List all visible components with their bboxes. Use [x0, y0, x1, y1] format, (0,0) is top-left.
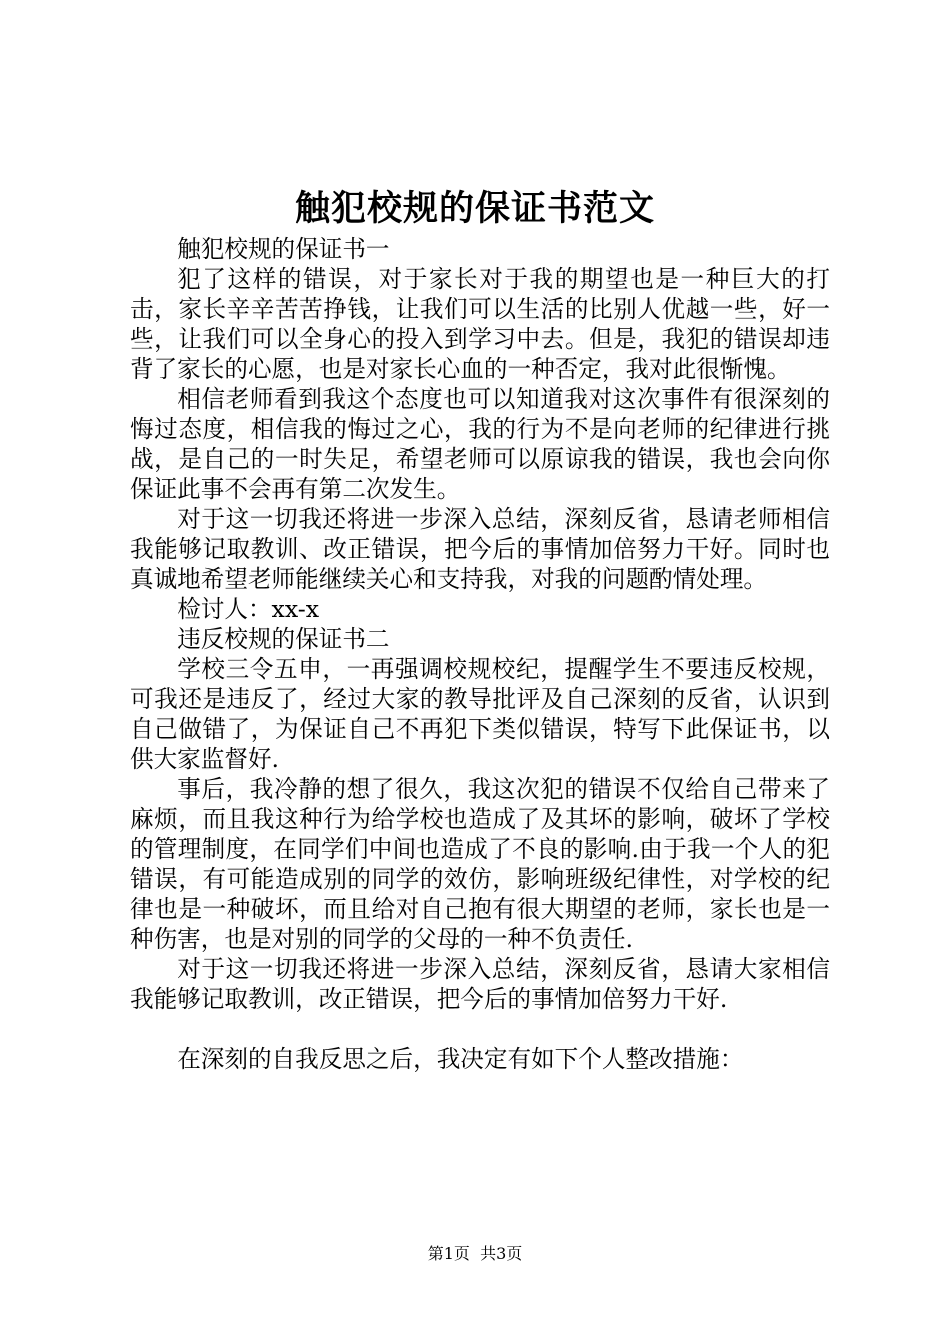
paragraph: 对于这一切我还将进一步深入总结，深刻反省，恳请老师相信我能够记取教训、改正错误，把今后的事情加倍努力干好。同时也真诚地希望老师能继续关心和支持我，对我的问题酌情处理。 [130, 505, 830, 593]
document-title: 触犯校规的保证书范文 [294, 188, 655, 229]
paragraph: 在深刻的自我反思之后，我决定有如下个人整改措施： [177, 1045, 744, 1073]
paragraph: 事后，我冷静的想了很久，我这次犯的错误不仅给自己带来了麻烦，而且我这种行为给学校也造成了及其坏的影响，破坏了学校的管理制度，在同学们中间也造成了不良的影响.由于我一个人的犯错误，有可能造成别的同学的效仿，影响班级纪律性，对学校的纪律也是一种破坏，而且给对自己抱有很大期望的老师，家长也是一种伤害，也是对别的同学的父母的一种不负责任. [130, 775, 830, 953]
paragraph: 相信老师看到我这个态度也可以知道我对这次事件有很深刻的悔过态度，相信我的悔过之心，我的行为不是向老师的纪律进行挑战，是自己的一时失足，希望老师可以原谅我的错误，我也会向你保证此事不会再有第二次发生。 [130, 385, 830, 503]
section-heading-2: 违反校规的保证书二 [177, 625, 390, 653]
paragraph: 犯了这样的错误，对于家长对于我的期望也是一种巨大的打击，家长辛辛苦苦挣钱，让我们可以生活的比别人优越一些，好一些，让我们可以全身心的投入到学习中去。但是，我犯的错误却违背了家长的心愿，也是对家长心血的一种否定，我对此很惭愧。 [130, 265, 830, 383]
document-body [130, 234, 830, 1074]
paragraph-spacer [130, 1014, 830, 1044]
page-footer: 第1页 共3页 [427, 1244, 523, 1263]
signature-line: 检讨人：xx-x [177, 595, 320, 623]
paragraph: 学校三令五申，一再强调校规校纪，提醒学生不要违反校规，可我还是违反了，经过大家的教导批评及自己深刻的反省，认识到自己做错了，为保证自己不再犯下类似错误，特写下此保证书，以供大家监督好. [130, 655, 830, 773]
section-heading-1: 触犯校规的保证书一 [177, 235, 390, 263]
paragraph: 对于这一切我还将进一步深入总结，深刻反省，恳请大家相信我能够记取教训，改正错误，把今后的事情加倍努力干好. [130, 955, 830, 1013]
